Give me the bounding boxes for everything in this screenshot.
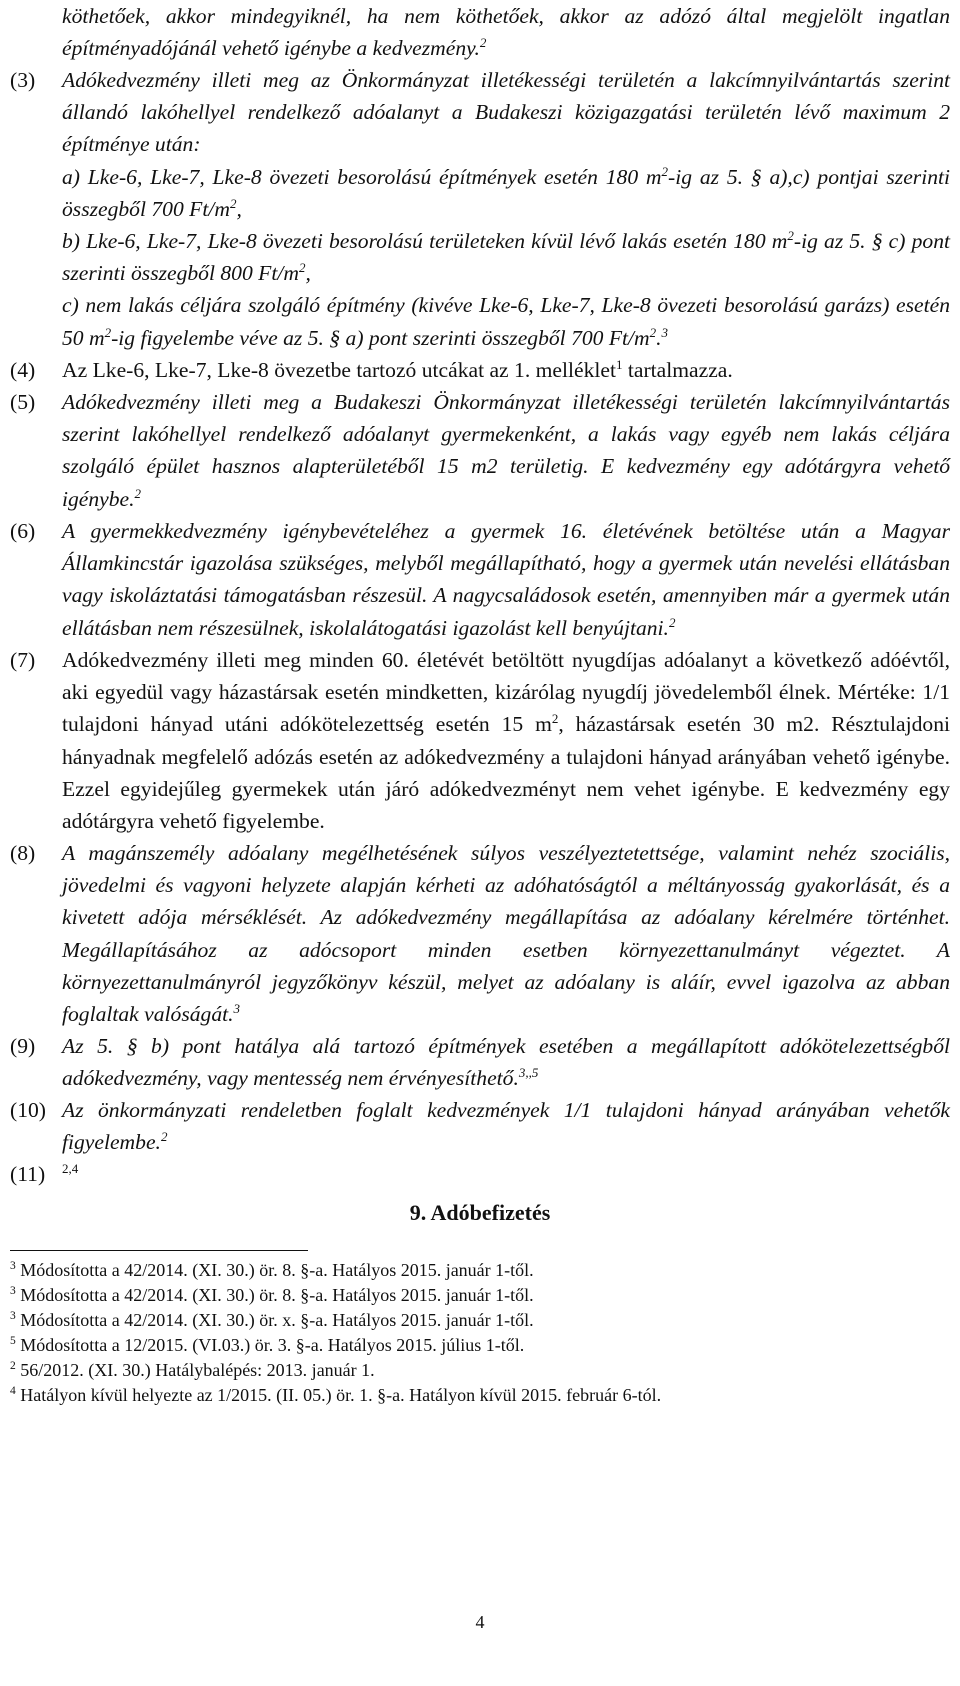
paragraph-text: A gyermekkedvezmény igénybevételéhez a gyermek 16. életévének betöltése után a Magyar Államkincstár igazolása szükséges, melyből megállapítható, hogy a gyermek után nevelési ellátásban vagy iskoláztatási támogatásban részesül. A nagycsaládosok esetén, amennyiben már a gyermek után ellátásban nem részesülnek, iskolalátogatási igazolást kell benyújtani.$^2$ — [62, 519, 950, 640]
footnote-text: Módosította a 42/2014. (XI. 30.) ör. x. §-a. Hatályos 2015. január 1-től. — [15, 1310, 534, 1330]
lead-text: köthetőek, akkor mindegyiknél, ha nem köthetőek, akkor az adózó által megjelölt ingatlan építményadójánál vehető igénybe a kedvezmény. — [62, 4, 950, 61]
footnote — [10, 1283, 534, 1307]
paragraph-text: Adókedvezmény illeti meg a Budakeszi Önkormányzat illetékességi területén lakcímnyilvántartás szerint lakóhellyel rendelkező adóalanyt gyermekenként, a lakás vagy egyéb nem lakás céljára szolgáló épület hasznos alapterületéből 15 m2 területig. E kedvezmény egy adótárgyra vehető igénybe.$^2$ — [62, 390, 950, 511]
paragraph-text: Adókedvezmény illeti meg minden 60. életévét betöltött nyugdíjas adóalanyt a következő adóévtől, aki egyedül vagy házastársak esetén mindketten, kizárólag nyugdíj jövedelemből élnek. Mértéke: 1/1 tulajdoni hányad utáni adókötelezettség esetén 15 $m^2$, házastársak esetén 30 m2. Résztulajdoni hányadnak megfelelő adózás esetén az adókedvezmény a tulajdoni hányad arányában vehető igénybe. Ezzel egyidejűleg gyermekek után járó adókedvezményt nem vehet igénybe. E kedvezmény egy adótárgyra vehető figyelembe. — [62, 648, 951, 834]
footnote-text: 56/2012. (XI. 30.) Hatálybalépés: 2013. január 1. — [15, 1360, 375, 1380]
footnote-text: Módosította a 12/2015. (VI.03.) ör. 3. §-a. Hatályos 2015. július 1-től. — [15, 1335, 525, 1355]
footnote-mark: 3 — [10, 1285, 16, 1297]
paragraph-9 — [10, 1030, 950, 1094]
paragraph-number: (10) — [10, 1098, 46, 1122]
paragraph-number: (4) — [10, 358, 36, 382]
paragraph-4 — [10, 354, 950, 386]
paragraph-number: (8) — [10, 841, 36, 865]
paragraph-text: Az önkormányzati rendeletben foglalt kedvezmények 1/1 tulajdoni hányad arányában vehetők figyelembe.$^2$ — [62, 1098, 950, 1155]
paragraph-number: (5) — [10, 390, 36, 414]
footnote-mark: 3 — [10, 1310, 16, 1322]
item-b: b) Lke-6, Lke-7, Lke-8 övezeti besorolású területeken kívül lévő lakás esetén 180 $m^2-ig$ az 5. § c) pont szerinti összegből 800 $Ft/m^2$, — [62, 227, 950, 286]
paragraph-10 — [10, 1094, 950, 1158]
paragraph-text: A magánszemély adóalany megélhetésének súlyos veszélyeztetettsége, valamint nehéz szociális, jövedelmi és vagyoni helyzete alapján kérheti az adóhatóságtól a méltányosság gyakorlását, és a kivetett adója mérséklését. Az adókedvezmény megállapítása az adóalany kérelmére történhet. Megállapításához az adócsoport minden esetben környezettanulmányt végeztet. A környezettanulmányról jegyzőkönyv készül, melyet az adóalany is aláír, evvel igazolva az abban foglaltak valóságát.$^3$ — [62, 841, 950, 1027]
paragraph-number: (6) — [10, 519, 36, 543]
footnote-ref: 3 — [233, 1000, 241, 1016]
footnote-separator — [10, 1250, 308, 1251]
footnote — [10, 1358, 375, 1382]
footnote-text: Hatályon kívül helyezte az 1/2015. (II. 05.) ör. 1. §-a. Hatályon kívül 2015. február 6-tól. — [15, 1385, 662, 1405]
footnote-text: Módosította a 42/2014. (XI. 30.) ör. 8. §-a. Hatályos 2015. január 1-től. — [15, 1285, 534, 1305]
paragraph-7 — [10, 644, 950, 837]
footnote — [10, 1308, 534, 1332]
footnote-ref: 2 — [160, 1129, 168, 1145]
footnote-ref: 2,4 — [62, 1160, 79, 1176]
paragraph-number: (7) — [10, 648, 36, 672]
paragraph-text — [62, 1158, 950, 1190]
paragraph-5 — [10, 386, 950, 515]
footnote-ref: 3 — [661, 324, 669, 340]
paragraph-intro: Adókedvezmény illeti meg az Önkormányzat illetékességi területén a lakcímnyilvántartás szerint állandó lakóhellyel rendelkező adóalanyt a Budakeszi közigazgatási területén lévő maximum 2 építménye után: — [62, 68, 950, 157]
footnote — [10, 1383, 661, 1407]
section-heading: 9. Adóbefizetés — [409, 1200, 551, 1225]
footnote-ref: 2 — [551, 711, 559, 727]
footnote-mark: 4 — [10, 1385, 16, 1397]
paragraph-number: (3) — [10, 68, 36, 92]
footnote-ref: 2 — [134, 485, 142, 501]
paragraph-11 — [10, 1158, 950, 1190]
paragraph-6 — [10, 515, 950, 644]
footnote-ref: 2 — [479, 35, 487, 51]
footnote-text: Módosította a 42/2014. (XI. 30.) ör. 8. §-a. Hatályos 2015. január 1-től. — [15, 1260, 534, 1280]
paragraph-text: Az 5. § b) pont hatálya alá tartozó építmények esetében a megállapított adókötelezettségből adókedvezmény, vagy mentesség nem érvényesíthető.$^{3,,5}$ — [62, 1034, 950, 1091]
paragraph-3 — [10, 64, 950, 354]
item-a: a) Lke-6, Lke-7, Lke-8 övezeti besorolású építmények esetén 180 $m^2-ig$ az 5. § a),c) pontjai szerinti összegből 700 $Ft/m^2$, — [62, 163, 950, 221]
footnote-ref: 1 — [615, 356, 623, 372]
item-c: c) nem lakás céljára szolgáló építmény (kivéve Lke-6, Lke-7, Lke-8 övezeti besorolású garázs) esetén 50 $m^2-ig$ figyelembe véve az 5. § a) pont szerinti összegből 700 $Ft/m^2.^3$ — [62, 293, 950, 350]
footnote-ref: 2 — [668, 614, 676, 630]
paragraph-text: Az Lke-6, Lke-7, Lke-8 övezetbe tartozó utcákat az 1. melléklet$^1$ tartalmazza. — [62, 356, 733, 382]
paragraph-text — [62, 64, 950, 354]
paragraph-8 — [10, 837, 950, 1030]
footnote-mark: 5 — [10, 1335, 16, 1347]
footnote — [10, 1258, 534, 1282]
footnote — [10, 1333, 524, 1357]
paragraph-number: (9) — [10, 1034, 36, 1058]
paragraph-number: (11) — [10, 1162, 46, 1186]
footnote-mark: 3 — [10, 1260, 16, 1272]
footnote-mark: 2 — [10, 1360, 16, 1372]
lead-paragraph — [62, 0, 950, 64]
page-number: 4 — [475, 1612, 485, 1632]
footnote-ref: 3,,5 — [518, 1065, 539, 1081]
